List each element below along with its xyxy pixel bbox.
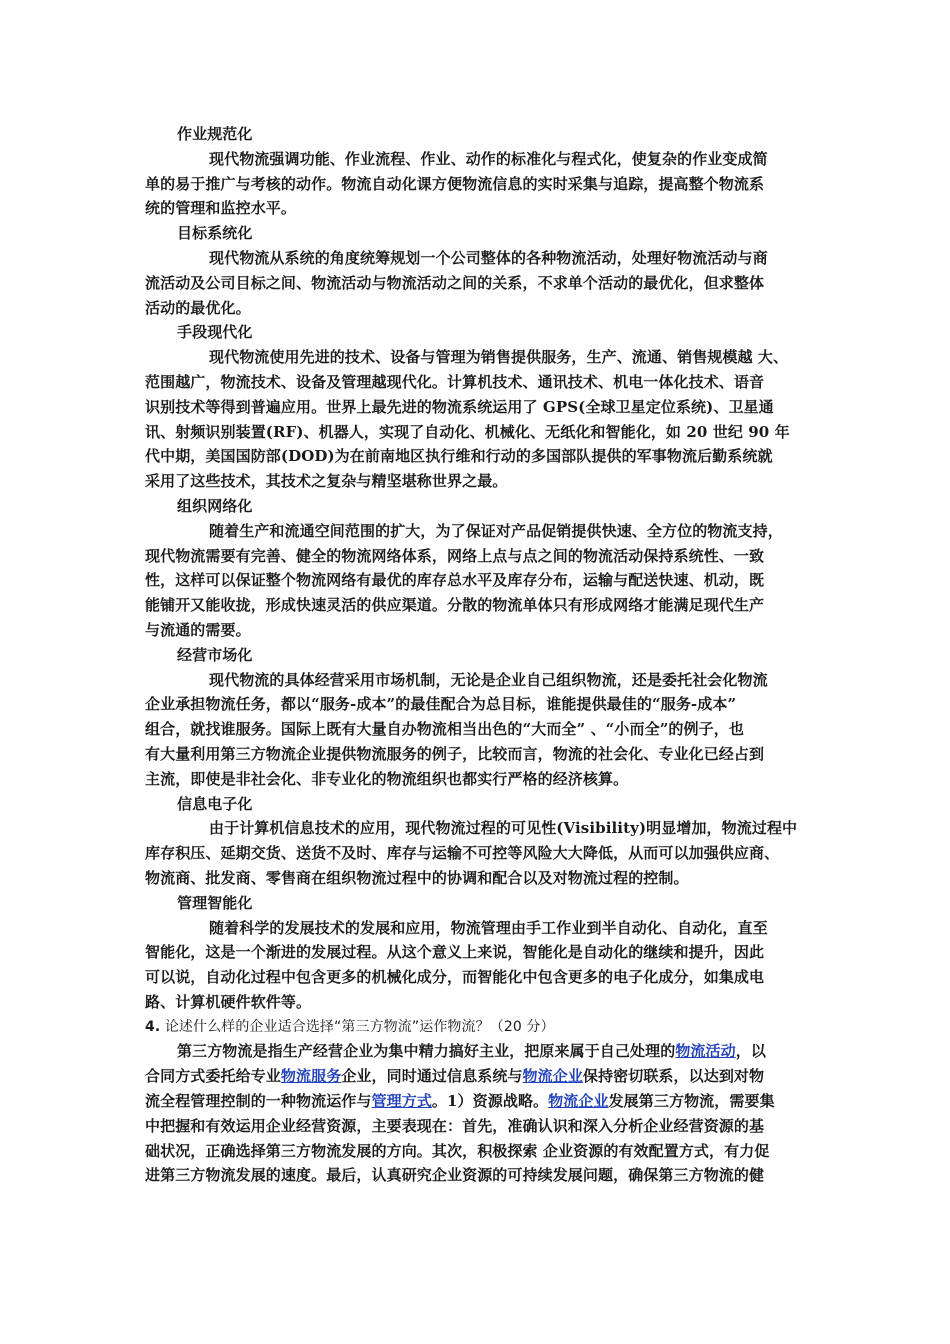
paragraph-line: 物流商、批发商、零售商在组织物流过程中的协调和配合以及对物流过程的控制。: [145, 868, 689, 887]
answer-text: 企业，同时通过信息系统与: [341, 1067, 523, 1086]
hyperlink[interactable]: 物流活动: [675, 1042, 736, 1061]
paragraph-line: 现代物流的具体经营采用市场机制，无论是企业自己组织物流，还是委托社会化物流: [209, 670, 768, 689]
paragraph-line: 能铺开又能收拢，形成快速灵活的供应渠道。分散的物流单体只有形成网络才能满足现代生产: [145, 596, 765, 615]
section-heading: 信息电子化: [177, 794, 253, 813]
paragraph-line: 智能化，这是一个渐进的发展过程。从这个意义上来说，智能化是自动化的继续和提升，因此: [145, 943, 765, 962]
paragraph-line: 组合，就找谁服务。国际上既有大量自办物流相当出色的“大而全” 、“小而全”的例子，也: [145, 720, 744, 739]
section-heading: 管理智能化: [177, 893, 253, 912]
paragraph-line: 企业承担物流任务，都以“服务-成本”的最佳配合为总目标，谁能提供最佳的“服务-成本”: [145, 695, 737, 714]
paragraph-line: 现代物流从系统的角度统筹规划一个公司整体的各种物流活动，处理好物流活动与商: [209, 248, 768, 267]
paragraph-line: 随着科学的发展技术的发展和应用，物流管理由手工作业到半自动化、自动化，直至: [209, 918, 768, 937]
paragraph-line: 流活动及公司目标之间、物流活动与物流活动之间的关系，不求单个活动的最优化，但求整体: [145, 273, 765, 292]
hyperlink[interactable]: 物流企业: [522, 1067, 583, 1086]
answer-text: 合同方式委托给专业: [145, 1067, 281, 1086]
paragraph-line: 代中期，美国国防部(DOD)为在前南地区执行维和行动的多国部队提供的军事物流后勤系统就: [145, 447, 773, 466]
paragraph-line: 库存积压、延期交货、送货不及时、库存与运输不可控等风险大大降低，从而可以加强供应商、: [145, 844, 780, 863]
answer-line: [145, 1089, 813, 1114]
answer-line: 中把握和有效运用企业经营资源，主要表现在：首先，准确认识和深入分析企业经营资源的基: [145, 1116, 765, 1135]
answer-text: ，以: [735, 1042, 766, 1061]
answer-line: [145, 1039, 813, 1064]
paragraph-line: 采用了这些技术，其技术之复杂与精坚堪称世界之最。: [145, 472, 508, 491]
answer-line: 础状况，正确选择第三方物流发展的方向。其次，积极探索 企业资源的有效配置方式，有力促: [145, 1141, 770, 1160]
answer-text: 保持密切联系，以达到对物: [582, 1067, 765, 1086]
paragraph-line: 有大量利用第三方物流企业提供物流服务的例子，比较而言，物流的社会化、专业化已经占到: [145, 744, 765, 763]
paragraph-line: 现代物流需要有完善、健全的物流网络体系，网络上点与点之间的物流活动保持系统性、一致: [145, 546, 765, 565]
answer-text: 第三方物流是指生产经营企业为集中精力搞好主业，把原来属于自己处理的: [177, 1042, 676, 1061]
answer-text: 流全程管理控制的一种物流运作与: [145, 1092, 372, 1111]
hyperlink[interactable]: 物流服务: [280, 1067, 342, 1086]
paragraph-line: 由于计算机信息技术的应用，现代物流过程的可见性(Visibility)明显增加，物流过程中: [209, 819, 798, 838]
hyperlink[interactable]: 管理方式: [371, 1092, 432, 1111]
paragraph-line: 现代物流强调功能、作业流程、作业、动作的标准化与程式化，使复杂的作业变成简: [209, 149, 768, 168]
paragraph-line: 单的易于推广与考核的动作。物流自动化课方便物流信息的实时采集与追踪，提高整个物流系: [145, 174, 765, 193]
paragraph-line: 活动的最优化。: [145, 298, 251, 317]
section-heading: 组织网络化: [177, 496, 253, 515]
paragraph-line: 主流，即使是非社会化、非专业化的物流组织也都实行严格的经济核算。: [145, 769, 629, 788]
section-heading: 作业规范化: [177, 125, 253, 143]
question-text: 论述什么样的企业适合选择“第三方物流”运作物流？（20 分）: [160, 1018, 555, 1035]
paragraph-line: 识别技术等得到普遍应用。世界上最先进的物流系统运用了 GPS(全球卫星定位系统)、卫星通: [145, 397, 774, 416]
paragraph-line: 统的管理和监控水平。: [145, 199, 297, 218]
paragraph-line: 与流通的需要。: [145, 620, 251, 639]
answer-text: 发展第三方物流，需要集: [608, 1092, 775, 1111]
question-number: 4.: [145, 1018, 161, 1035]
paragraph-line: 讯、射频识别装置(RF)、机器人，实现了自动化、机械化、无纸化和智能化，如 20 世纪 90 年: [145, 422, 790, 441]
paragraph-line: 性，这样可以保证整个物流网络有最优的库存总水平及库存分布，运输与配送快速、机动，既: [145, 571, 765, 590]
section-heading: 经营市场化: [177, 645, 253, 664]
section-heading: 手段现代化: [177, 323, 253, 342]
paragraph-line: 随着生产和流通空间范围的扩大，为了保证对产品促销提供快速、全方位的物流支持，: [209, 521, 783, 540]
paragraph-line: 路、计算机硬件软件等。: [145, 992, 312, 1011]
hyperlink[interactable]: 物流企业: [548, 1092, 609, 1111]
answer-line: [145, 1064, 813, 1089]
paragraph-line: 范围越广，物流技术、设备及管理越现代化。计算机技术、通讯技术、机电一体化技术、语音: [145, 372, 765, 391]
section-heading: 目标系统化: [177, 224, 253, 243]
paragraph-line: 现代物流使用先进的技术、设备与管理为销售提供服务，生产、流通、销售规模越 大、: [209, 348, 789, 367]
paragraph-line: 可以说，自动化过程中包含更多的机械化成分，而智能化中包含更多的电子化成分，如集成电: [145, 968, 765, 987]
question-line: [145, 1015, 813, 1040]
document-body: [145, 122, 813, 1188]
answer-text: 。1）资源战略。: [431, 1092, 549, 1111]
answer-line: 进第三方物流发展的速度。最后，认真研究企业资源的可持续发展问题，确保第三方物流的健: [145, 1166, 765, 1185]
